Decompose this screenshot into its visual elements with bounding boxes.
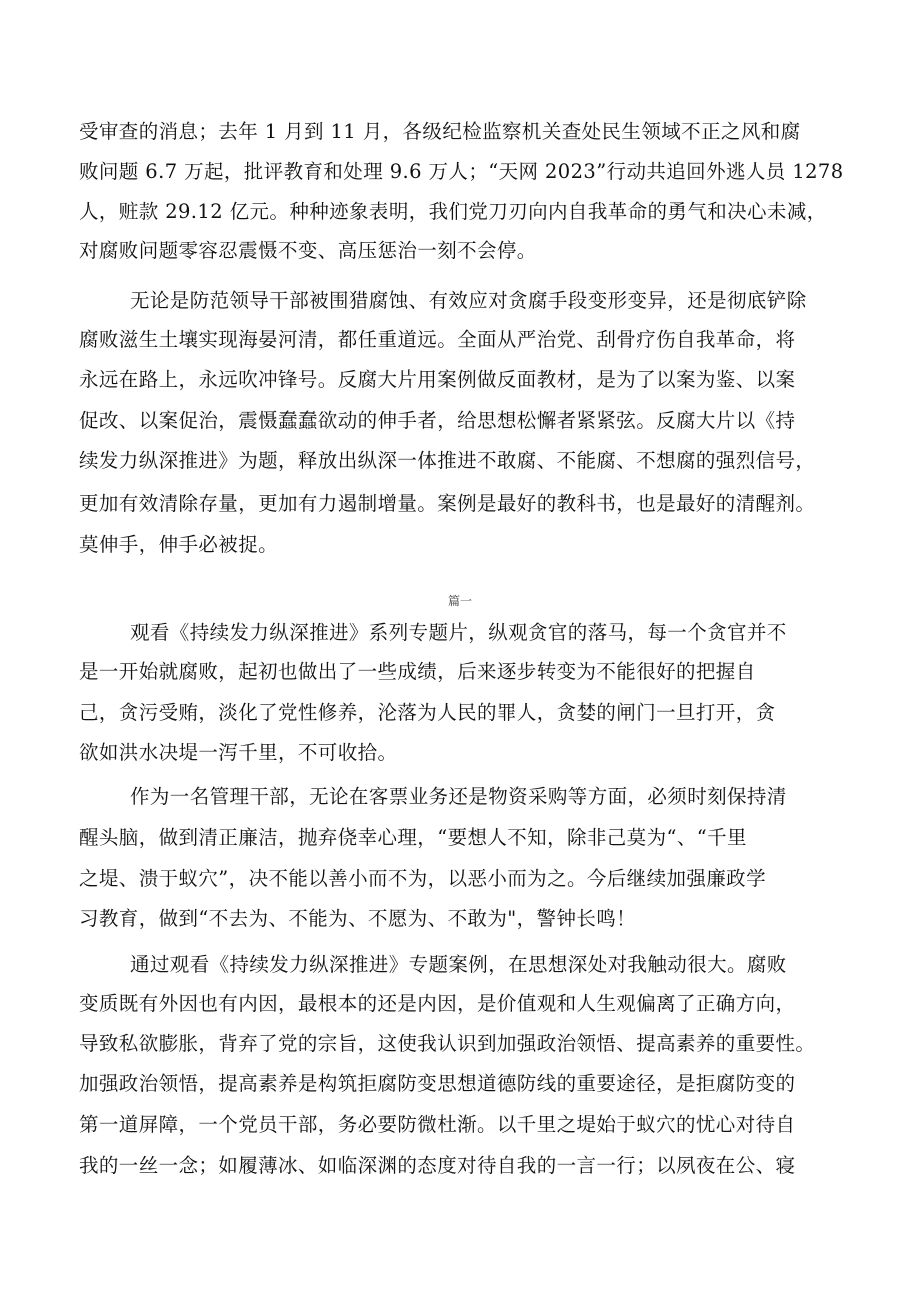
paragraph-line: 促改、以案促治，震慑蠢蠢欲动的伸手者，给思想松懈者紧紧弦。反腐大片以《持 [79, 409, 796, 432]
paragraph-line: 莫伸手，伸手必被捉。 [79, 533, 279, 556]
paragraph-line: 通过观看《持续发力纵深推进》专题案例，在思想深处对我触动很大。腐败 [130, 953, 787, 976]
paragraph-line: 是一开始就腐败，起初也做出了一些成绩，后来逐步转变为不能很好的把握自 [79, 660, 756, 683]
paragraph-line: 习教育，做到“不去为、不能为、不愿为、不敢为"，警钟长鸣！ [79, 907, 637, 930]
paragraph-line: 无论是防范领导干部被围猎腐蚀、有效应对贪腐手段变形变异，还是彻底铲除 [130, 289, 807, 312]
paragraph-line: 续发力纵深推进》为题，释放出纵深一体推进不敢腐、不能腐、不想腐的强烈信号， [79, 449, 816, 472]
paragraph-line: 更加有效清除存量，更加有力遏制增量。案例是最好的教科书，也是最好的清醒剂。 [79, 492, 816, 515]
paragraph-line: 观看《持续发力纵深推进》系列专题片，纵观贪官的落马，每一个贪官并不 [130, 621, 787, 644]
section-heading: 篇一 [447, 594, 472, 608]
paragraph-line: 受审查的消息；去年 1 月到 11 月，各级纪检监察机关查处民生领域不正之风和腐 [79, 120, 801, 143]
paragraph-line: 败问题 6.7 万起，批评教育和处理 9.6 万人；“天网 2023”行动共追回外逃人员 1278 [79, 160, 844, 183]
paragraph-line: 之堤、溃于蚁穴”，决不能以善小而不为，以恶小而为之。今后继续加强廉政学 [79, 867, 766, 890]
paragraph-line: 作为一名管理干部，无论在客票业务还是物资采购等方面，必须时刻保持清 [130, 785, 787, 808]
paragraph-line: 对腐败问题零容忍震慑不变、高压惩治一刻不会停。 [79, 239, 537, 262]
paragraph-line: 欲如洪水决堤一泻千里，不可收拾。 [79, 741, 398, 764]
paragraph-line: 加强政治领悟，提高素养是构筑拒腐防变思想道德防线的重要途径，是拒腐防变的 [79, 1072, 796, 1095]
paragraph-line: 导致私欲膨胀，背弃了党的宗旨，这使我认识到加强政治领悟、提高素养的重要性。 [79, 1032, 816, 1055]
paragraph-line: 我的一丝一念；如履薄冰、如临深渊的态度对待自我的一言一行；以夙夜在公、寝 [79, 1154, 796, 1177]
paragraph-line: 己，贪污受贿，淡化了党性修养，沦落为人民的罪人，贪婪的闸门一旦打开，贪 [79, 701, 776, 724]
paragraph-line: 醒头脑，做到清正廉洁，抛弃侥幸心理，“要想人不知，除非己莫为“、“千里 [79, 826, 747, 849]
paragraph-line: 变质既有外因也有内因，最根本的还是内因，是价值观和人生观偏离了正确方向， [79, 992, 796, 1015]
paragraph-line: 第一道屏障，一个党员干部，务必要防微杜渐。以千里之堤始于蚁穴的忧心对待自 [79, 1113, 796, 1136]
paragraph-line: 腐败滋生土壤实现海晏河清，都任重道远。全面从严治党、刮骨疗伤自我革命，将 [79, 328, 796, 351]
paragraph-line: 永远在路上，永远吹冲锋号。反腐大片用案例做反面教材，是为了以案为鉴、以案 [79, 368, 796, 391]
paragraph-line: 人，赃款 29.12 亿元。种种迹象表明，我们党刀刃向内自我革命的勇气和决心未减， [79, 200, 827, 223]
